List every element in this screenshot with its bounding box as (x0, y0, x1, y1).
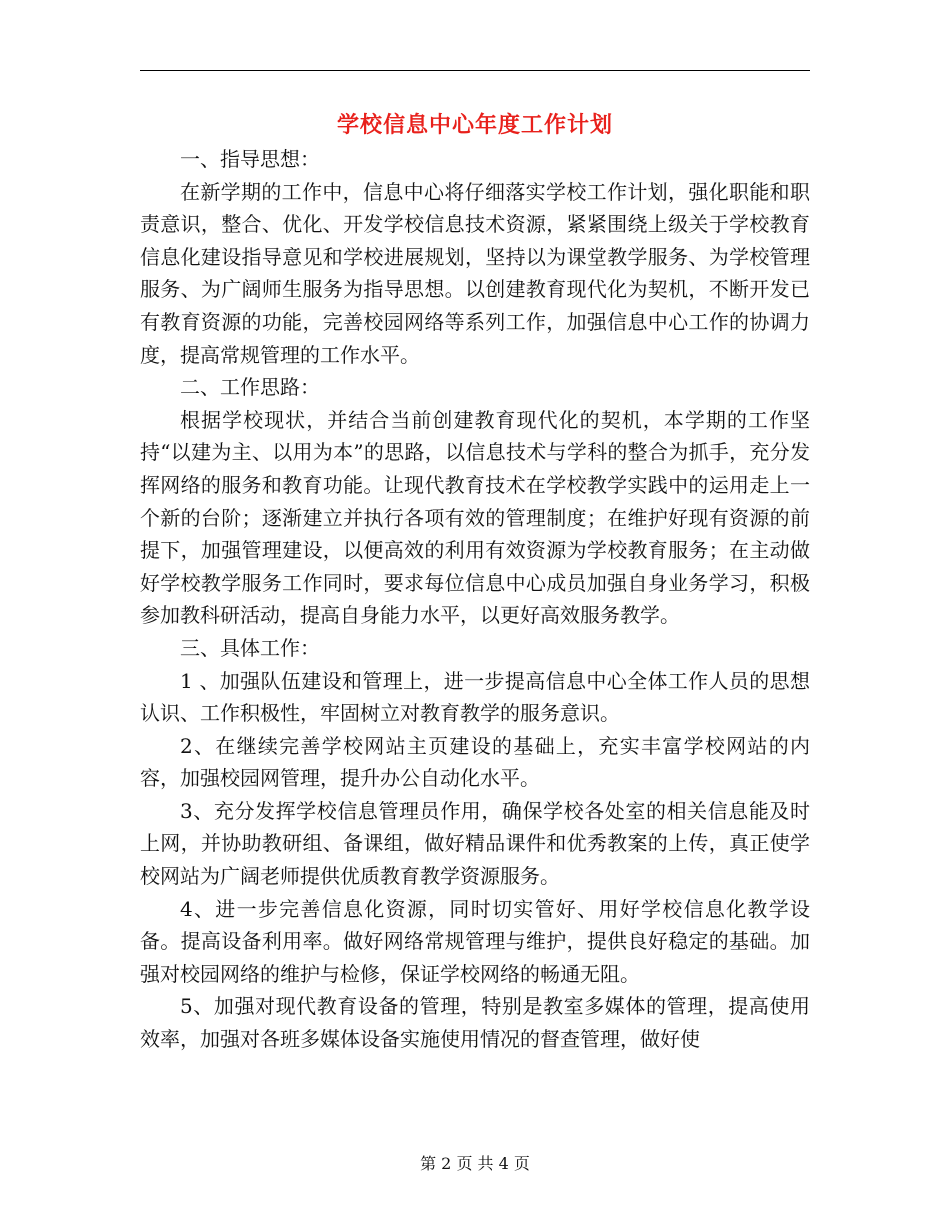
list-item: 4、进一步完善信息化资源，同时切实管好、用好学校信息化教学设备。提高设备利用率。做好网络常规管理与维护，提供良好稳定的基础。加强对校园网络的维护与检修，保证学校网络的畅通无阻。 (140, 896, 810, 986)
list-item: 1 、加强队伍建设和管理上，进一步提高信息中心全体工作人员的思想认识、工作积极性，牢固树立对教育教学的服务意识。 (140, 668, 810, 726)
section-heading-specific-work: 三、具体工作： (180, 635, 320, 660)
paragraph: 根据学校现状，并结合当前创建教育现代化的契机，本学期的工作坚持“以建为主、以用为本”的思路，以信息技术与学科的整合为抓手，充分发挥网络的服务和教育功能。让现代教育技术在学校教学实践中的运用走上一个新的台阶；逐渐建立并执行各项有效的管理制度；在维护好现有资源的前提下，加强管理建设，以便高效的利用有效资源为学校教育服务；在主动做好学校教学服务工作同时，要求每位信息中心成员加强自身业务学习，积极参加教科研活动，提高自身能力水平，以更好高效服务教学。 (140, 407, 810, 628)
document-title: 学校信息中心年度工作计划 (336, 112, 613, 138)
section-heading-work-approach: 二、工作思路： (180, 375, 320, 400)
list-item: 5、加强对现代教育设备的管理，特别是教室多媒体的管理，提高使用效率，加强对各班多媒体设备实施使用情况的督查管理，做好使 (140, 994, 810, 1052)
list-item: 3、充分发挥学校信息管理员作用，确保学校各处室的相关信息能及时上网，并协助教研组、备课组，做好精品课件和优秀教案的上传，真正使学校网站为广阔老师提供优质教育教学资源服务。 (140, 798, 810, 889)
section-heading-guiding-ideas: 一、指导思想： (180, 147, 320, 171)
page-number-footer: 第 2 页 共 4 页 (420, 1154, 530, 1173)
list-item: 2、在继续完善学校网站主页建设的基础上，充实丰富学校网站的内容，加强校园网管理，提升办公自动化水平。 (140, 733, 810, 791)
paragraph: 在新学期的工作中，信息中心将仔细落实学校工作计划，强化职能和职责意识，整合、优化、开发学校信息技术资源，紧紧围绕上级关于学校教育信息化建设指导意见和学校进展规划，坚持以为课堂教学服务、为学校管理服务、为广阔师生服务为指导思想。以创建教育现代化为契机，不断开发已有教育资源的功能，完善校园网络等系列工作，加强信息中心工作的协调力度，提高常规管理的工作水平。 (140, 179, 810, 367)
header-rule (140, 70, 810, 71)
document-body (140, 143, 810, 1056)
